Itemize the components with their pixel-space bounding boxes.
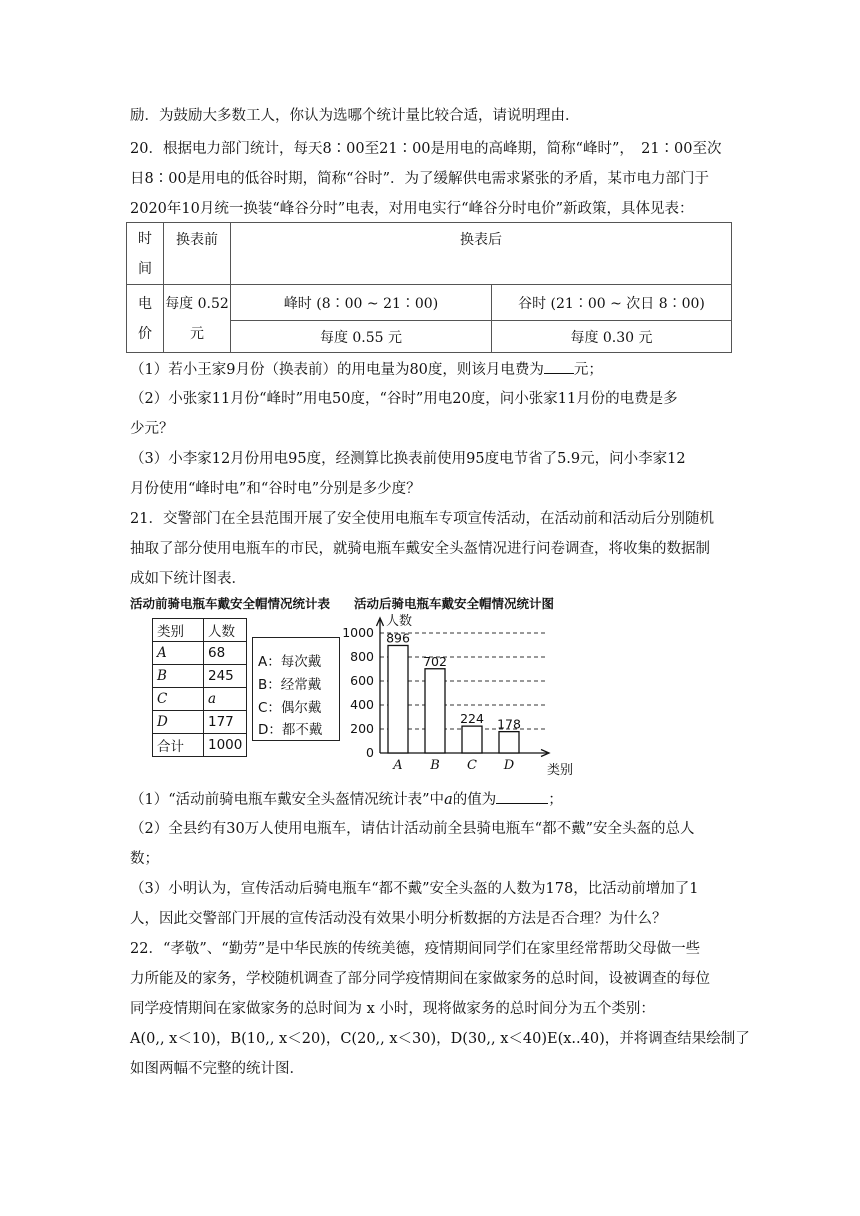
answer-blank <box>544 359 574 374</box>
q20-part3-line-1: （3）小李家12月份用电95度，经测算比换表前使用95度电节省了5.9元，问小李家12 <box>130 451 686 467</box>
y-tick-label: 0 <box>366 745 374 760</box>
before-table-cell: a <box>204 688 247 711</box>
q22-line-5: 如图两幅不完整的统计图． <box>130 1061 304 1077</box>
chart-title: 活动后骑电瓶车戴安全帽情况统计图 <box>354 596 555 611</box>
q21-line-3: 成如下统计图表． <box>130 571 246 587</box>
q21-line-2: 抽取了部分使用电瓶车的市民，就骑电瓶车戴安全头盔情况进行问卷调查，将收集的数据制 <box>130 541 710 557</box>
x-tick-label: C <box>467 758 477 773</box>
price-table-valley-label: 谷时 (21∶00 ~ 次日 8∶00) <box>492 285 732 321</box>
price-table-time-header: 时 间 <box>127 223 164 285</box>
price-table-peak-price: 每度 0.55 元 <box>231 321 492 353</box>
after-bar-chart <box>340 612 574 780</box>
q20-part2-line-1: （2）小张家11月份“峰时”用电50度，“谷时”用电20度，问小张家11月份的电费是多 <box>130 391 678 407</box>
before-table-cell: 68 <box>204 642 247 665</box>
answer-blank <box>496 789 548 804</box>
bar-d <box>499 732 519 753</box>
price-table-peak-label: 峰时 (8∶00 ~ 21∶00) <box>231 285 492 321</box>
q20-part1: （1）若小王家9月份（换表前）的用电量为80度，则该月电费为 元； <box>130 359 603 380</box>
q21-part2-line-1: （2）全县约有30万人使用电瓶车，请估计活动前全县骑电瓶车“都不戴”安全头盔的总人 <box>130 821 695 837</box>
bar-value-label: 702 <box>423 653 447 669</box>
price-table-valley-price: 每度 0.30 元 <box>492 321 732 353</box>
bar-a <box>388 645 408 753</box>
legend-item: A：每次戴 <box>258 654 322 670</box>
before-table-cell: 合计 <box>153 734 204 757</box>
x-tick-label: D <box>503 758 515 773</box>
before-table-cell: 245 <box>204 665 247 688</box>
y-axis-label: 人数 <box>386 614 413 629</box>
q22-line-2: 力所能及的家务，学校随机调查了部分同学疫情期间在家做家务的总时间，设被调查的每位 <box>130 971 710 987</box>
x-tick-label: A <box>393 758 403 773</box>
q22-line-3: 同学疫情期间在家做家务的总时间为 x 小时，现将做家务的总时间分为五个类别： <box>130 1001 655 1017</box>
before-table-title: 活动前骑电瓶车戴安全帽情况统计表 <box>130 596 331 611</box>
y-tick-label: 600 <box>350 673 374 688</box>
price-table-after-header: 换表后 <box>231 223 732 285</box>
before-table-cell: C <box>153 688 204 711</box>
q20-line-1: 20．根据电力部门统计，每天8∶00至21∶00是用电的高峰期，简称“峰时”， 21∶00至次 <box>130 141 722 157</box>
q20-part2-line-2: 少元？ <box>130 421 174 437</box>
intro-line: 励．为鼓励大多数工人，你认为选哪个统计量比较合适，请说明理由． <box>130 108 580 124</box>
before-table-cell: B <box>153 665 204 688</box>
bar-value-label: 178 <box>497 716 521 732</box>
category-legend <box>252 637 340 741</box>
before-table-cell: D <box>153 711 204 734</box>
bar-value-label: 224 <box>460 711 484 727</box>
price-table-before-header: 换表前 <box>164 223 231 285</box>
before-stats-table <box>152 618 247 757</box>
x-axis-label: 类别 <box>547 763 574 778</box>
q22-line-4: A(0,, x＜10)，B(10,, x＜20)，C(20,, x＜30)，D(30,, x＜40)E(x..40)，并将调查结果绘制了 <box>130 1031 750 1047</box>
q20-part3-line-2: 月份使用“峰时电”和“谷时电”分别是多少度？ <box>130 481 421 497</box>
q21-part1: （1）“活动前骑电瓶车戴安全头盔情况统计表”中a的值为 ； <box>130 789 563 810</box>
bar-b <box>425 669 445 753</box>
legend-item: B：经常戴 <box>258 677 322 693</box>
y-tick-label: 1000 <box>342 625 374 640</box>
price-table-price-header: 电 价 <box>127 285 164 353</box>
price-table <box>126 222 732 353</box>
q21-part2-line-2: 数； <box>130 851 159 867</box>
before-table-cell: 177 <box>204 711 247 734</box>
before-table-header-category: 类别 <box>153 619 204 642</box>
x-tick-label: B <box>430 758 440 773</box>
q21-part3-line-1: （3）小明认为，宣传活动后骑电瓶车“都不戴”安全头盔的人数为178，比活动前增加了1 <box>130 881 699 897</box>
before-table-header-count: 人数 <box>204 619 247 642</box>
q20-line-2: 日8∶00是用电的低谷时期，简称“谷时”．为了缓解供电需求紧张的矛盾，某市电力部门于 <box>130 171 709 187</box>
q21-line-1: 21．交警部门在全县范围开展了安全使用电瓶车专项宣传活动，在活动前和活动后分别随机 <box>130 511 714 527</box>
y-tick-label: 400 <box>350 697 374 712</box>
y-tick-label: 200 <box>350 721 374 736</box>
price-table-before-value: 每度 0.52 元 <box>164 285 231 353</box>
q20-line-3: 2020年10月统一换装“峰谷分时”电表，对用电实行“峰谷分时电价”新政策，具体见表： <box>130 201 694 217</box>
q22-line-1: 22．“孝敬”、“勤劳”是中华民族的传统美德，疫情期间同学们在家里经常帮助父母做一些 <box>130 941 701 957</box>
bar-c <box>462 726 482 753</box>
legend-item: D：都不戴 <box>258 722 323 738</box>
y-tick-label: 800 <box>350 649 374 664</box>
legend-item: C：偶尔戴 <box>258 700 322 716</box>
before-table-cell: 1000 <box>204 734 247 757</box>
q21-part3-line-2: 人，因此交警部门开展的宣传活动没有效果小明分析数据的方法是否合理？为什么？ <box>130 911 667 927</box>
before-table-cell: A <box>153 642 204 665</box>
bar-value-label: 896 <box>386 630 410 646</box>
